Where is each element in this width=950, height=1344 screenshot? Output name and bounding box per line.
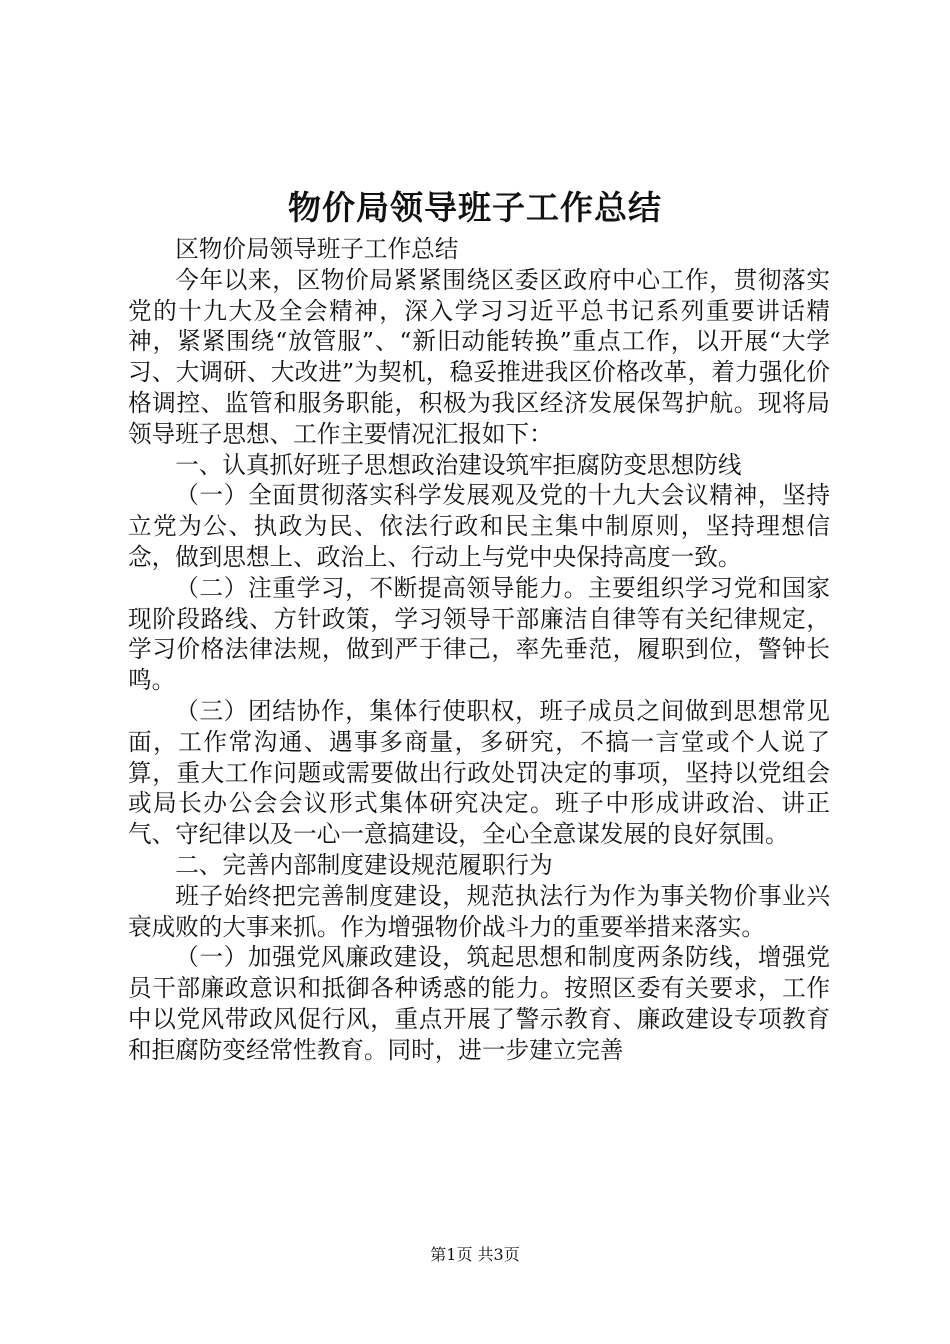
section-1-item-3: （三）团结协作，集体行使职权，班子成员之间做到思想常见面，工作常沟通、遇事多商量，多研究，不搞一言堂或个人说了算，重大工作问题或需要做出行政处罚决定的事项，坚持以党组会或局长办公会会议形式集体研究决定。班子中形成讲政治、讲正气、守纪律以及一心一意搞建设，全心全意谋发展的良好氛围。	[128, 696, 830, 849]
page-footer: 第1页 共3页	[430, 1245, 520, 1264]
section-1-item-2: （二）注重学习，不断提高领导能力。主要组织学习党和国家现阶段路线、方针政策，学习领导干部廉洁自律等有关纪律规定，学习价格法律法规，做到严于律己，率先垂范，履职到位，警钟长鸣。	[128, 573, 830, 695]
subtitle-paragraph: 区物价局领导班子工作总结	[175, 235, 459, 263]
section-2-intro: 班子始终把完善制度建设，规范执法行为作为事关物价事业兴衰成败的大事来抓。作为增强物价战斗力的重要举措来落实。	[128, 881, 830, 941]
document-body	[128, 234, 830, 1066]
section-2-item-1: （一）加强党风廉政建设，筑起思想和制度两条防线，增强党员干部廉政意识和抵御各种诱惑的能力。按照区委有关要求，工作中以党风带政风促行风，重点开展了警示教育、廉政建设专项教育和拒腐防变经常性教育。同时，进一步建立完善	[128, 943, 830, 1064]
section-heading-2: 二、完善内部制度建设规范履职行为	[175, 850, 553, 879]
intro-paragraph: 今年以来，区物价局紧紧围绕区委区政府中心工作，贯彻落实党的十九大及全会精神，深入学习习近平总书记系列重要讲话精神，紧紧围绕“放管服”、“新旧动能转换”重点工作，以开展“大学习、大调研、大改进”为契机，稳妥推进我区价格改革，着力强化价格调控、监管和服务职能，积极为我区经济发展保驾护航。现将局领导班子思想、工作主要情况汇报如下：	[128, 265, 830, 448]
section-1-item-1: （一）全面贯彻落实科学发展观及党的十九大会议精神，坚持立党为公、执政为民、依法行政和民主集中制原则，坚持理想信念，做到思想上、政治上、行动上与党中央保持高度一致。	[128, 481, 830, 571]
section-heading-1: 一、认真抓好班子思想政治建设筑牢拒腐防变思想防线	[175, 450, 742, 479]
document-title: 物价局领导班子工作总结	[288, 188, 662, 227]
